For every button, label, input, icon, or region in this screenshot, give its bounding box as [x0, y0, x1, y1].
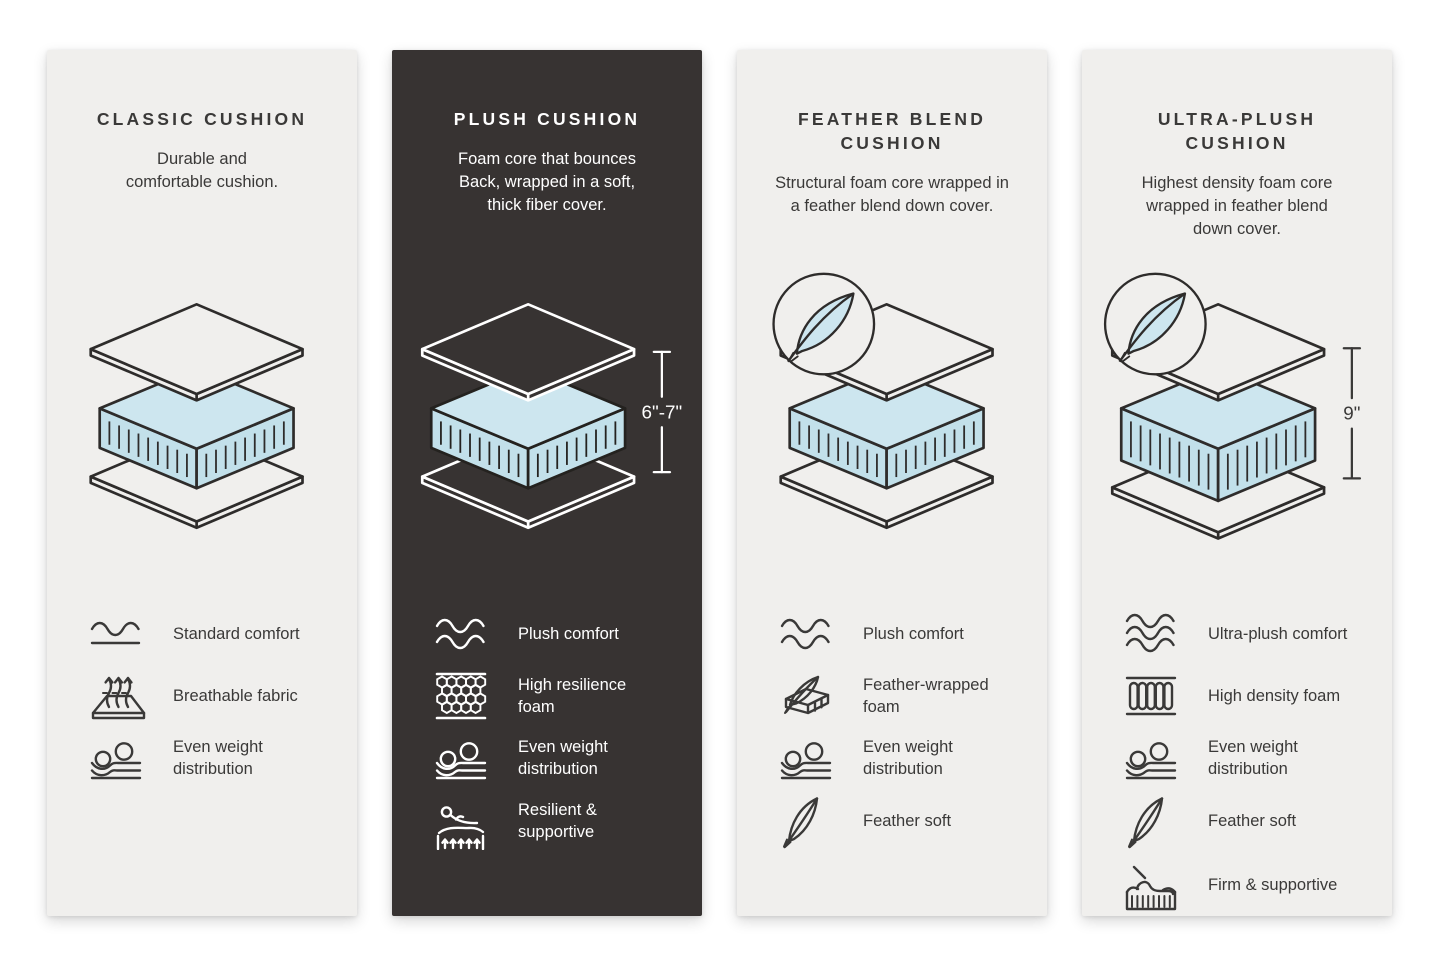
feature-label [1208, 874, 1337, 896]
waves-plush-icon [777, 614, 839, 654]
card-description-line: Back, wrapped in a soft, [458, 173, 636, 191]
feature-label [863, 623, 964, 645]
card-title-line: CUSHION [840, 133, 944, 153]
top-cover-layer [422, 304, 634, 400]
waves-plush-icon [432, 614, 494, 654]
feature-label [863, 736, 953, 780]
bottom-cover-layer [1112, 443, 1324, 539]
card-description [71, 148, 333, 194]
card-title-line: FEATHER BLEND [797, 109, 987, 129]
feature-list [87, 606, 343, 786]
feature-item [1122, 668, 1378, 724]
card-description-line: Foam core that bounces [458, 150, 636, 168]
layer-stack-illustration [752, 272, 1032, 546]
feature-label [863, 810, 951, 832]
foam-core-layer [431, 368, 625, 488]
feature-label-line: Feather soft [863, 812, 952, 830]
foam-core-layer [790, 368, 984, 488]
card-title [1082, 50, 1392, 155]
resilient-supportive-icon [432, 792, 494, 850]
bottom-cover-layer [91, 432, 303, 528]
cushion-layers-illustration [392, 272, 702, 546]
card-description-line: thick fiber cover. [487, 196, 607, 214]
feature-label-line: Feather-wrapped [863, 676, 989, 694]
feature-label-line: foam [518, 698, 555, 716]
feature-label-line: High resilience [518, 676, 627, 694]
classic-cushion-card [47, 50, 357, 916]
card-description-line: Structural foam core wrapped in [775, 174, 1009, 192]
feature-label-line: Even weight [1208, 738, 1298, 756]
feature-item [1122, 606, 1378, 662]
layer-stack-illustration [407, 272, 687, 546]
card-description-line: down cover. [1192, 220, 1282, 238]
feature-label [518, 623, 619, 645]
top-cover-layer [91, 304, 303, 400]
waves-ultra-icon [1122, 612, 1184, 656]
feature-label [518, 674, 626, 718]
even-weight-icon [777, 733, 839, 783]
breathable-fabric-icon [87, 668, 149, 724]
feature-item [777, 668, 1033, 724]
feature-item [87, 668, 343, 724]
feature-list [1122, 606, 1378, 914]
cushion-layers-illustration [737, 272, 1047, 546]
plush-cushion-card [392, 50, 702, 916]
feature-label [1208, 623, 1347, 645]
waves-standard-icon [87, 616, 149, 652]
feature-label-line: Breathable fabric [173, 687, 298, 705]
feature-item [432, 730, 688, 786]
density-foam-icon [1122, 672, 1184, 720]
feather-icon [1122, 792, 1184, 850]
layer-stack-illustration [1097, 272, 1377, 546]
feature-label-line: distribution [863, 760, 943, 778]
top-cover-layer [781, 304, 993, 400]
card-description-line: Highest density foam core [1141, 174, 1333, 192]
feature-item [777, 730, 1033, 786]
even-weight-icon [1122, 733, 1184, 783]
feature-item [777, 792, 1033, 850]
card-title [737, 50, 1047, 155]
feature-label-line: distribution [518, 760, 598, 778]
feature-label-line: Even weight [518, 738, 608, 756]
ultra-plush-cushion-card [1082, 50, 1392, 916]
feature-label [1208, 810, 1296, 832]
feature-label [518, 736, 608, 780]
feature-label-line: Feather soft [1208, 812, 1297, 830]
feature-list [432, 606, 688, 850]
bottom-cover-layer [422, 432, 634, 528]
card-description-line: a feather blend down cover. [790, 197, 994, 215]
card-title [47, 50, 357, 131]
top-cover-layer [1112, 304, 1324, 400]
feather-icon [777, 792, 839, 850]
feature-label [173, 736, 263, 780]
feature-label-line: High density foam [1208, 687, 1341, 705]
feather-badge [774, 274, 875, 375]
feature-label-line: Standard comfort [173, 625, 300, 643]
feature-label-line: distribution [173, 760, 253, 778]
layer-stack-illustration [62, 272, 342, 546]
even-weight-icon [87, 733, 149, 783]
feather-badge [1105, 274, 1206, 375]
foam-core-layer [1121, 368, 1315, 501]
feature-label-line: supportive [518, 823, 595, 841]
feature-label-line: Plush comfort [518, 625, 619, 643]
card-title-line: ULTRA-PLUSH [1157, 109, 1317, 129]
card-title-line: CUSHION [1185, 133, 1289, 153]
feature-item [1122, 856, 1378, 914]
honeycomb-foam-icon [432, 669, 494, 723]
height-dimension-marker [642, 352, 683, 472]
dimension-label: 6"-7" [641, 401, 683, 423]
feature-item [1122, 792, 1378, 850]
card-title-line: CLASSIC CUSHION [96, 109, 308, 129]
firm-supportive-icon [1122, 856, 1184, 914]
card-title [392, 50, 702, 131]
bottom-cover-layer [781, 432, 993, 528]
cushion-layers-illustration [1082, 272, 1392, 546]
card-description-line: wrapped in feather blend [1146, 197, 1328, 215]
feature-item [432, 668, 688, 724]
card-description [416, 148, 678, 217]
card-description [761, 172, 1023, 218]
feature-item [87, 606, 343, 662]
cushion-layers-illustration [47, 272, 357, 546]
card-title-line: PLUSH CUSHION [453, 109, 641, 129]
feature-item [1122, 730, 1378, 786]
card-description-line: comfortable cushion. [125, 173, 279, 191]
feature-item [432, 792, 688, 850]
feather-blend-cushion-card [737, 50, 1047, 916]
feature-label-line: distribution [1208, 760, 1288, 778]
feature-label [173, 685, 298, 707]
feature-item [87, 730, 343, 786]
feature-item [432, 606, 688, 662]
height-dimension-marker [1343, 348, 1360, 478]
feature-label [863, 674, 989, 718]
dimension-label: 9" [1343, 402, 1361, 424]
feature-label [173, 623, 300, 645]
feature-label-line: Plush comfort [863, 625, 964, 643]
feature-label-line: foam [863, 698, 900, 716]
even-weight-icon [432, 733, 494, 783]
feature-label-line: Even weight [863, 738, 953, 756]
feature-label-line: Resilient & [518, 801, 597, 819]
feather-wrapped-foam-icon [777, 668, 839, 724]
feature-label [518, 799, 597, 843]
foam-core-layer [100, 368, 294, 488]
feature-label [1208, 685, 1340, 707]
feature-item [777, 606, 1033, 662]
feature-label-line: Firm & supportive [1208, 876, 1338, 894]
feature-label-line: Even weight [173, 738, 263, 756]
card-description-line: Durable and [157, 150, 247, 168]
card-description [1106, 172, 1368, 241]
feature-label-line: Ultra-plush comfort [1208, 625, 1348, 643]
feature-list [777, 606, 1033, 850]
feature-label [1208, 736, 1298, 780]
